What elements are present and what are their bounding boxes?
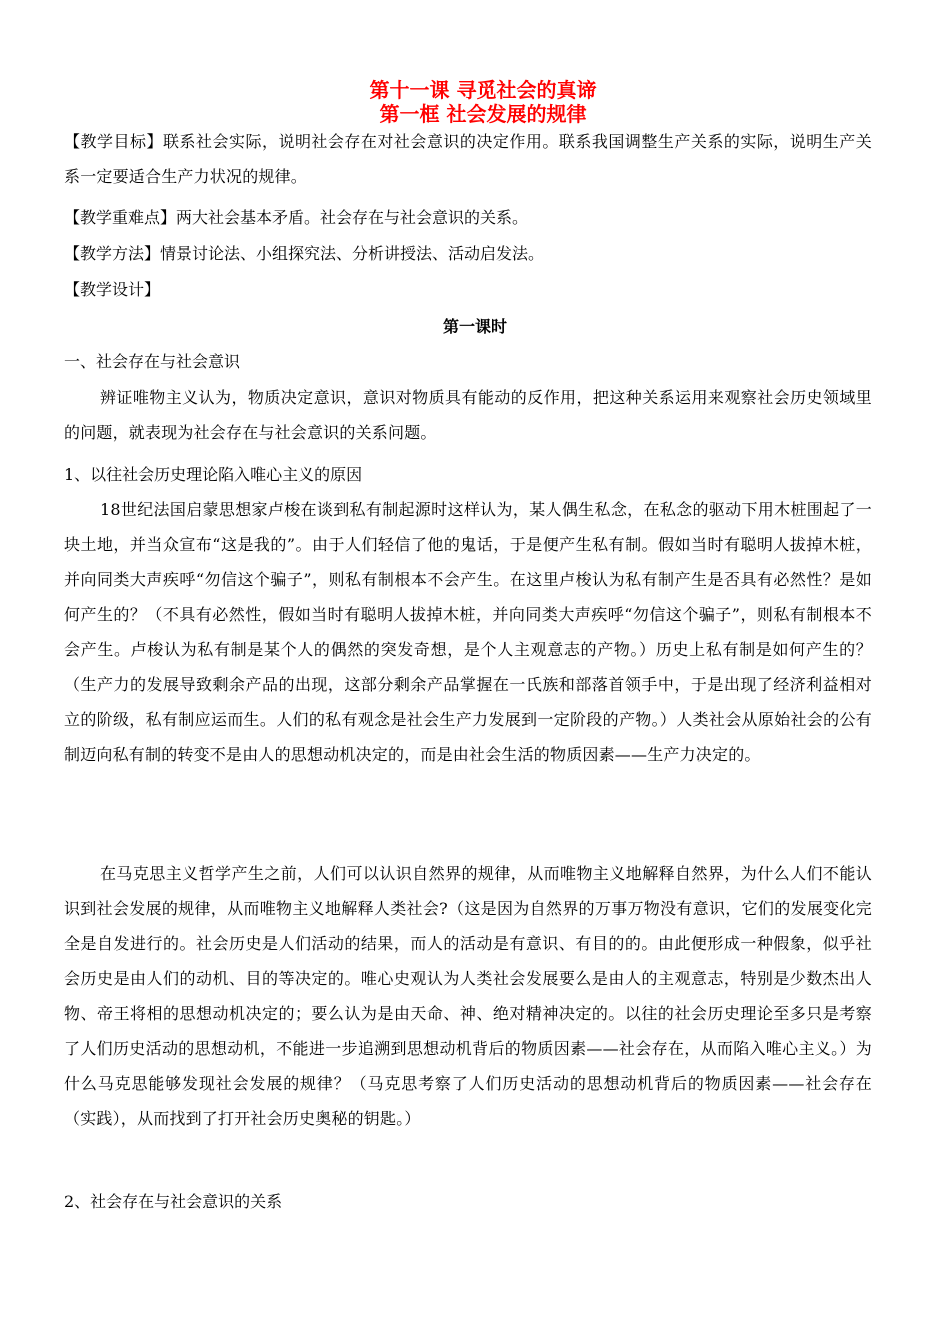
lesson-period-heading: 第一课时 — [442, 317, 507, 336]
teaching-objectives: 【教学目标】联系社会实际，说明社会存在对社会意识的决定作用。联系我国调整生产关系的实际，说明生产关系一定要适合生产力状况的规律。 — [64, 132, 872, 186]
teaching-design: 【教学设计】 — [64, 280, 161, 299]
paragraph-2: 18世纪法国启蒙思想家卢梭在谈到私有制起源时这样认为，某人偶生私念，在私念的驱动下用木桩围起了一块土地，并当众宣布“这是我的”。由于人们轻信了他的鬼话，于是便产生私有制。假如当时有聪明人拔掉木桩，并向同类大声疾呼“勿信这个骗子”，则私有制根本不会产生。在这里卢梭认为私有制产生是否具有必然性？是如何产生的？（不具有必然性，假如当时有聪明人拔掉木桩，并向同类大声疾呼“勿信这个骗子”，则私有制根本不会产生。卢梭认为私有制是某个人的偶然的突发奇想，是个人主观意志的产物。）历史上私有制是如何产生的？（生产力的发展导致剩余产品的出现，这部分剩余产品掌握在一氏族和部落首领手中，于是出现了经济利益相对立的阶级，私有制应运而生。人们的私有观念是社会生产力发展到一定阶段的产物。）人类社会从原始社会的公有制迈向私有制的转变不是由人的思想动机决定的，而是由社会生活的物质因素——生产力决定的。 — [64, 500, 872, 764]
subsection2-heading: 2、社会存在与社会意识的关系 — [64, 1192, 283, 1211]
key-points: 【教学重难点】两大社会基本矛盾。社会存在与社会意识的关系。 — [64, 208, 529, 227]
teaching-methods: 【教学方法】情景讨论法、小组探究法、分析讲授法、活动启发法。 — [64, 244, 545, 263]
paragraph-1: 辨证唯物主义认为，物质决定意识，意识对物质具有能动的反作用，把这种关系运用来观察社会历史领域里的问题，就表现为社会存在与社会意识的关系问题。 — [64, 388, 872, 442]
section1-heading: 一、社会存在与社会意识 — [64, 352, 241, 371]
section-title: 第一框 社会发展的规律 — [379, 102, 587, 126]
subsection1-heading: 1、以往社会历史理论陷入唯心主义的原因 — [64, 465, 363, 484]
paragraph-3: 在马克思主义哲学产生之前，人们可以认识自然界的规律，从而唯物主义地解释自然界，为什么人们不能认识到社会发展的规律，从而唯物主义地解释人类社会?（这是因为自然界的万事万物没有意识，它们的发展变化完全是自发进行的。社会历史是人们活动的结果，而人的活动是有意识、有目的的。由此便形成一种假象，似乎社会历史是由人们的动机、目的等决定的。唯心史观认为人类社会发展要么是由人的主观意志，特别是少数杰出人物、帝王将相的思想动机决定的；要么认为是由天命、神、绝对精神决定的。以往的社会历史理论至多只是考察了人们历史活动的思想动机，不能进一步追溯到思想动机背后的物质因素——社会存在，从而陷入唯心主义。）为什么马克思能够发现社会发展的规律？（马克思考察了人们历史活动的思想动机背后的物质因素——社会存在（实践），从而找到了打开社会历史奥秘的钥匙。） — [64, 864, 872, 1128]
lesson-title: 第十一课 寻觅社会的真谛 — [369, 78, 597, 102]
